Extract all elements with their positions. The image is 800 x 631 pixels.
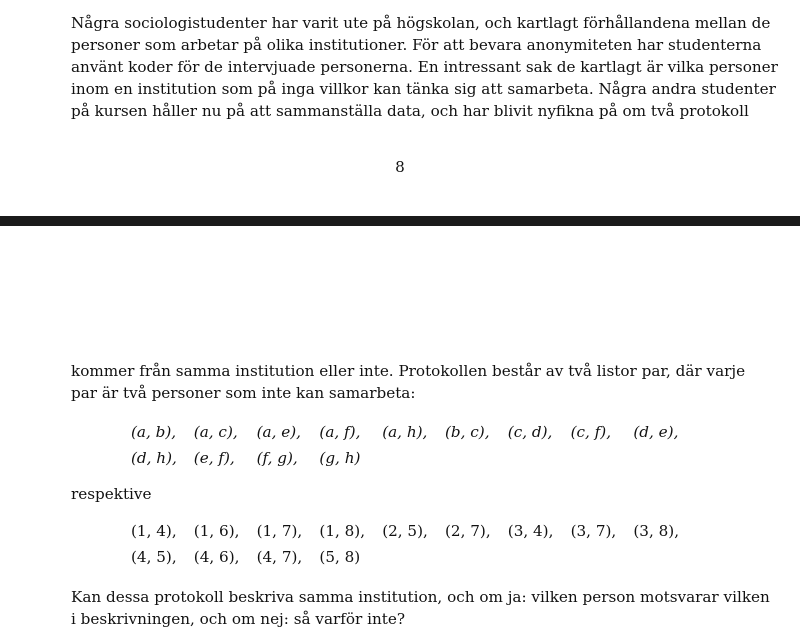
letter-pair: (a, c), [193,423,238,441]
number-pair: (1, 6), [193,522,240,540]
paragraph-line: par är två personer som inte kan samarbeta: [71,384,416,402]
pair-row [131,518,751,544]
paragraph-line: Några sociologistudenter har varit ute på högskolan, och kartlagt förhållandena mellan de [71,14,771,32]
page-number: 8 [395,158,405,176]
pair-row [131,419,751,445]
paragraph-line: kommer från samma institution eller inte. Protokollen består av två listor par, där varje [71,362,746,380]
pair-row [131,445,751,471]
number-pair: (2, 7), [444,522,491,540]
number-pairs-list [131,518,751,570]
letter-pair: (d, e), [633,423,679,441]
number-pair: (3, 4), [507,522,554,540]
letter-pair: (c, f), [570,423,612,441]
paragraph-line: på kursen håller nu på att sammanställa data, och har blivit nyfikna på om två protokoll [71,102,749,120]
letter-pair: (a, b), [131,423,177,441]
letter-pair: (g, h) [319,449,361,467]
letter-pair: (a, h), [382,423,428,441]
respektive-label: respektive [71,485,152,503]
paragraph-line: Kan dessa protokoll beskriva samma institution, och om ja: vilken person motsvarar vilken [71,588,770,606]
pair-row [131,544,751,570]
number-pair: (1, 4), [131,522,177,540]
page-8 [0,0,800,216]
continuation-paragraph [71,360,746,404]
letter-pair: (d, h), [131,449,177,467]
number-pair: (4, 5), [131,548,177,566]
number-pair: (2, 5), [382,522,428,540]
number-pair: (3, 8), [633,522,680,540]
number-pair: (4, 7), [256,548,303,566]
number-pair: (4, 6), [193,548,240,566]
letter-pair: (b, c), [444,423,490,441]
letter-pair: (a, f), [319,423,361,441]
paragraph-line: personer som arbetar på olika institutioner. För att bevara anonymiteten har studenterna [71,36,762,54]
number-pair: (5, 8) [319,548,361,566]
intro-paragraph [71,12,778,122]
paragraph-line: inom en institution som på inga villkor kan tänka sig att samarbeta. Några andra studenter [71,80,776,98]
letter-pair: (f, g), [256,449,298,467]
page-9 [0,226,800,631]
number-pair: (1, 7), [256,522,303,540]
letter-pair: (e, f), [193,449,235,467]
letter-pair: (c, d), [507,423,553,441]
letter-pairs-list [131,419,751,471]
page-separator [0,216,800,226]
question-paragraph [71,586,770,630]
number-pair: (3, 7), [570,522,617,540]
paragraph-line: i beskrivningen, och om nej: så varför inte? [71,610,406,628]
letter-pair: (a, e), [256,423,301,441]
paragraph-line: använt koder för de intervjuade personerna. En intressant sak de kartlagt är vilka personer [71,58,778,76]
number-pair: (1, 8), [319,522,366,540]
